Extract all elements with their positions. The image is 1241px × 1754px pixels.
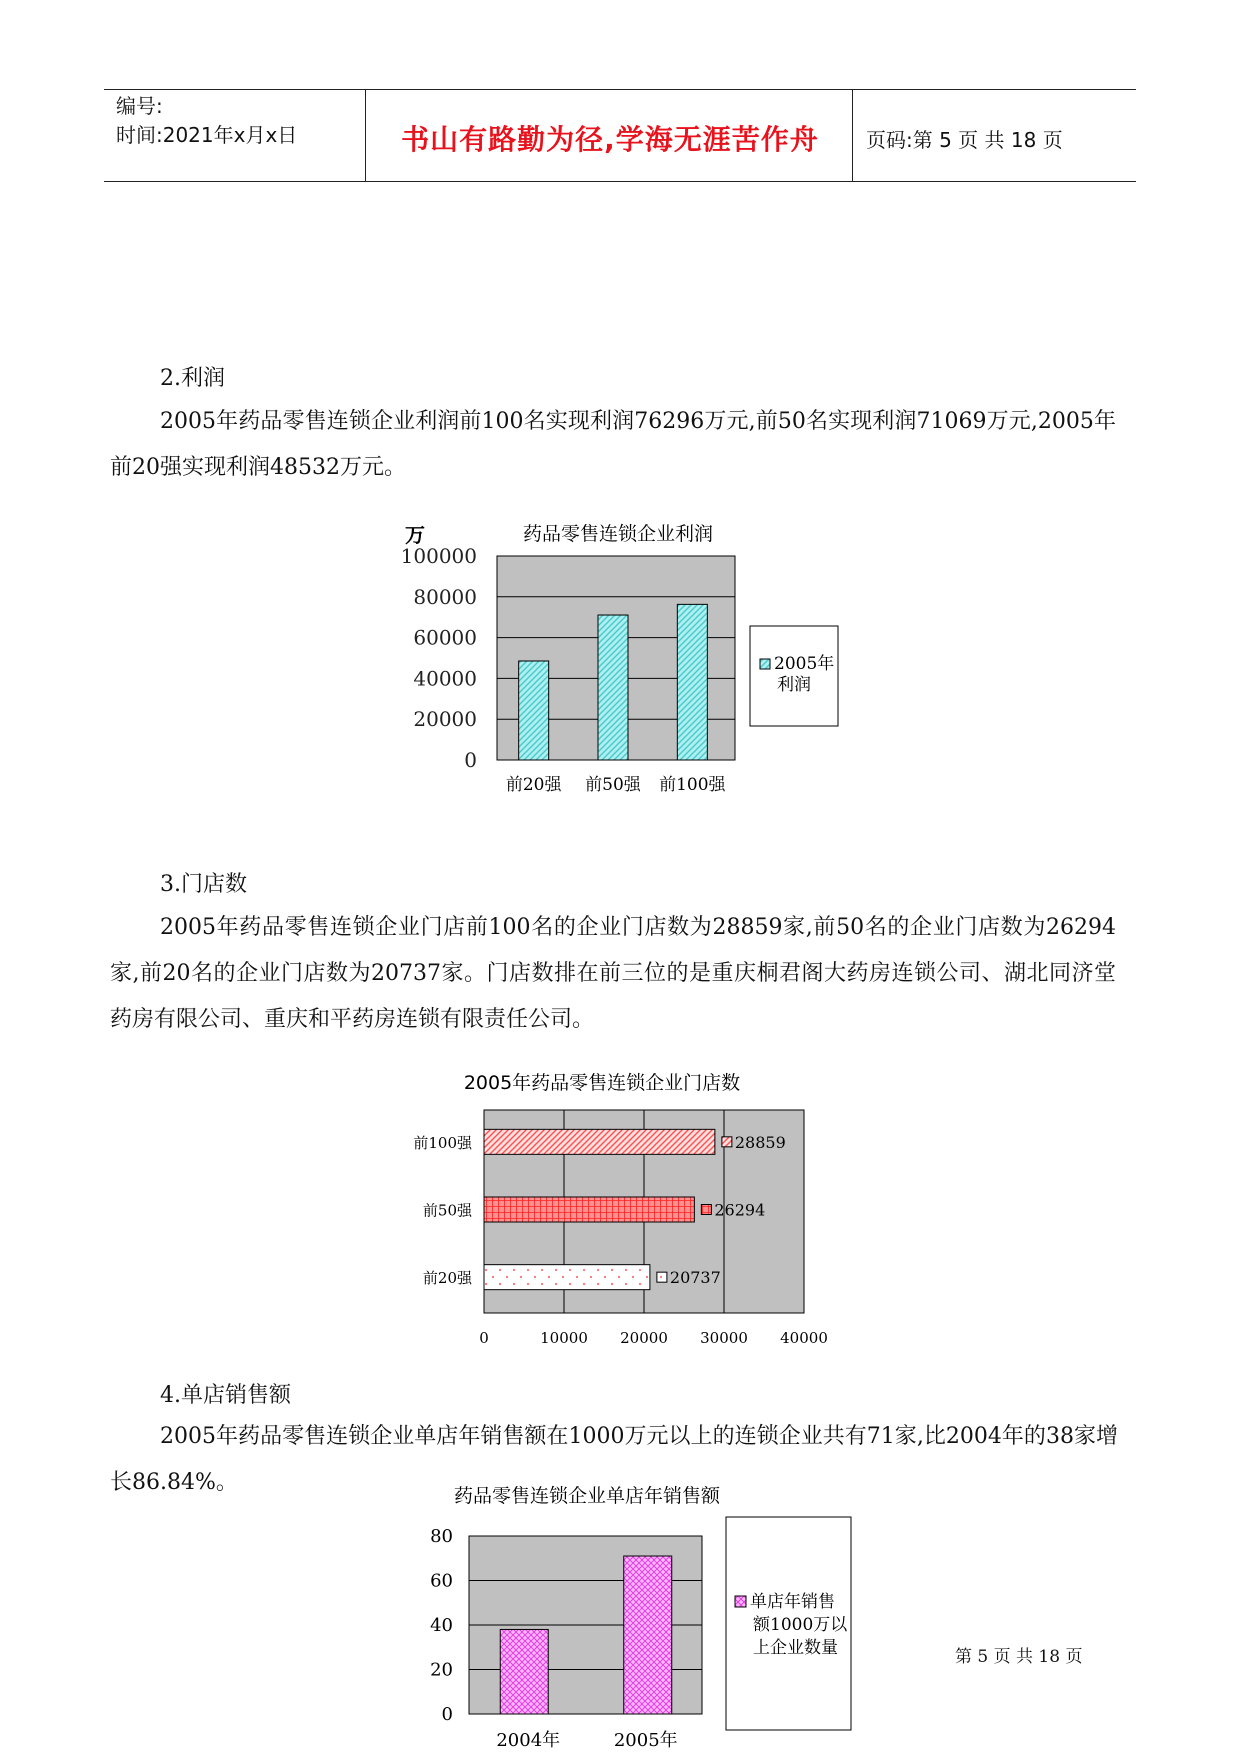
- chart-title: 药品零售连锁企业单店年销售额: [453, 1485, 721, 1507]
- y-tick-label: 80000: [413, 584, 477, 609]
- header-page-number: 页码:第 5 页 共 18 页: [866, 128, 1063, 152]
- x-tick-label: 30000: [700, 1329, 748, 1347]
- legend-label: 2005年: [774, 654, 835, 674]
- x-tick-label: 20000: [620, 1329, 668, 1347]
- y-tick-label: 前20强: [422, 1269, 472, 1288]
- y-tick-label: 前100强: [413, 1133, 472, 1152]
- bar: [500, 1629, 548, 1714]
- x-tick-label: 前100强: [659, 775, 726, 795]
- legend-label: 额1000万以: [753, 1615, 848, 1635]
- header-time: 时间:2021年x月x日: [116, 123, 298, 147]
- y-tick-label: 0: [441, 1704, 453, 1725]
- y-tick-label: 40000: [413, 666, 477, 691]
- x-tick-label: 前50强: [585, 775, 641, 795]
- legend-label: 上企业数量: [753, 1638, 838, 1658]
- y-tick-label: 100000: [400, 544, 477, 568]
- legend-label: 利润: [777, 675, 811, 695]
- header-motto: 书山有路勤为径,学海无涯苦作舟: [401, 123, 819, 156]
- chart-title: 2005年药品零售连锁企业门店数: [463, 1072, 741, 1094]
- y-tick-label: 60: [430, 1570, 453, 1592]
- legend-swatch: [735, 1596, 746, 1607]
- y-tick-label: 0: [464, 748, 477, 772]
- section-paragraph-sales: 2005年药品零售连锁企业单店年销售额在1000万元以上的连锁企业共有71家,比2004年的38家增长86.84%。: [110, 1424, 1118, 1495]
- y-tick-label: 20: [430, 1659, 453, 1681]
- x-tick-label: 10000: [540, 1329, 588, 1347]
- footer-page-number: 第 5 页 共 18 页: [955, 1647, 1083, 1667]
- y-tick-label: 80: [430, 1526, 453, 1547]
- x-tick-label: 0: [479, 1329, 489, 1347]
- section-heading-sales: 4.单店销售额: [160, 1383, 291, 1408]
- section-heading-stores: 3.门店数: [160, 872, 247, 897]
- data-label: 26294: [714, 1200, 766, 1220]
- chart-title: 药品零售连锁企业利润: [522, 523, 714, 545]
- y-tick-label: 前50强: [422, 1201, 472, 1220]
- y-tick-label: 20000: [413, 707, 477, 732]
- data-label: 28859: [734, 1132, 786, 1152]
- y-axis-label: 万: [405, 523, 425, 547]
- section-paragraph-stores: 2005年药品零售连锁企业门店前100名的企业门店数为28859家,前50名的企业门店数为26294家,前20名的企业门店数为20737家。门店数排在前三位的是重庆桐君阁大药房连锁公司、湖北同济堂药房有限公司、重庆和平药房连锁有限责任公司。: [110, 915, 1116, 1032]
- y-tick-label: 60000: [413, 625, 477, 650]
- bar: [624, 1556, 672, 1714]
- y-tick-label: 40: [430, 1615, 453, 1636]
- header-number: 编号:: [116, 94, 163, 118]
- x-tick-label: 2005年: [613, 1730, 678, 1751]
- x-tick-label: 2004年: [496, 1730, 561, 1751]
- section-paragraph-profit: 2005年药品零售连锁企业利润前100名实现利润76296万元,前50名实现利润71069万元,2005年前20强实现利润48532万元。: [110, 409, 1116, 480]
- legend-label: 单店年销售: [750, 1592, 835, 1612]
- section-heading-profit: 2.利润: [160, 366, 225, 391]
- x-tick-label: 40000: [780, 1329, 828, 1347]
- data-label: 20737: [669, 1268, 721, 1288]
- x-tick-label: 前20强: [505, 775, 562, 795]
